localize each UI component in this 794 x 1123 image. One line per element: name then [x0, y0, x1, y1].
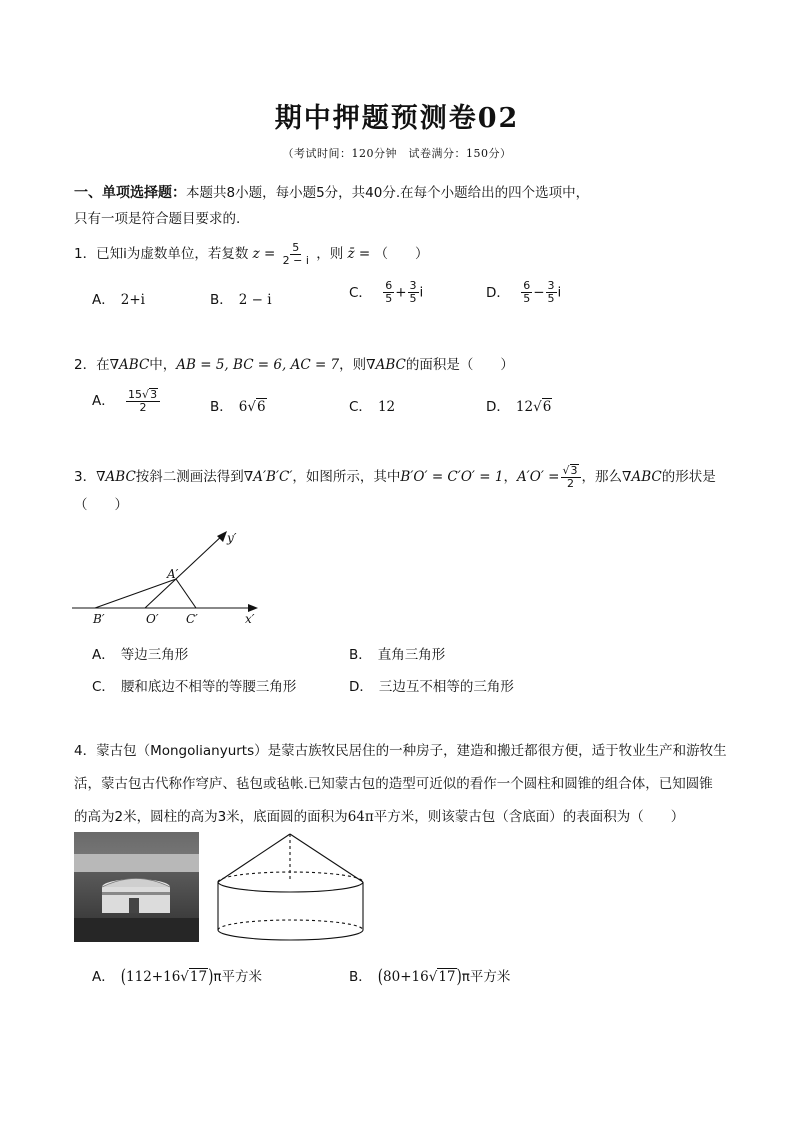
q4-area-value: 64π: [347, 809, 374, 825]
label-y-prime: y′: [227, 531, 237, 545]
option-unit: π平方米: [213, 969, 263, 985]
q1-z-eq: z =: [252, 246, 276, 262]
frac-num-radicand: 3: [150, 388, 158, 401]
section-rules-line1: 本题共8小题，每小题5分，共40分.在每个小题给出的四个选项中，: [186, 185, 590, 201]
q3-fraction: [561, 464, 581, 490]
option-label: A．: [92, 292, 115, 308]
option-value: 等边三角形: [120, 647, 189, 663]
q4-option-a[interactable]: [92, 965, 263, 989]
q4-line-3a: 的高为2米，圆柱的高为3米，底面圆的面积为: [74, 809, 348, 825]
option-radicand: 6: [256, 399, 266, 415]
option-inner: 112+16: [126, 969, 181, 985]
yurt-geometry-diagram: [213, 830, 368, 945]
q2-option-b[interactable]: B． 6√6: [210, 399, 266, 415]
section-instructions: [74, 180, 724, 232]
segment-b-a: [95, 579, 176, 608]
frac-den: 2: [567, 477, 574, 490]
q3-mid2: ，如图所示，其中: [292, 469, 401, 485]
option-value: 12: [377, 399, 396, 415]
question-4: [74, 735, 734, 834]
option-value: 腰和底边不相等的等腰三角形: [120, 679, 297, 695]
option-value: 三边互不相等的三角形: [378, 679, 514, 695]
q3-answer-paren: （ ）: [74, 497, 128, 513]
option-coef: 6: [238, 399, 248, 415]
exam-info: （考试时间：120分钟 试卷满分：150分）: [282, 147, 512, 160]
q4-line-3b: 平方米，则该蒙古包（含底面）的表面积为（ ）: [373, 809, 685, 825]
option-radicand: 17: [438, 969, 456, 985]
option-frac-a: [383, 280, 394, 305]
q3-option-a[interactable]: [92, 643, 188, 663]
section-heading: 一、单项选择题：: [74, 185, 186, 201]
label-c-prime: C′: [186, 612, 198, 626]
q3-triangle-prime: ∇A′B′C′: [243, 469, 293, 485]
frac-num: 3: [409, 279, 417, 292]
q1-option-b[interactable]: [210, 288, 272, 308]
option-value: 2+i: [120, 292, 145, 308]
top-ellipse-front: [218, 882, 363, 892]
frac-den: 5: [409, 292, 417, 305]
option-radicand: 17: [189, 969, 208, 985]
q3-mid4: ，那么: [581, 469, 623, 485]
q3-triangle: ∇ABC: [96, 469, 136, 485]
section-rules-line2: 只有一项是符合题目要求的.: [74, 211, 241, 227]
q1-zbar-eq: z̄ =: [347, 246, 371, 262]
label-x-prime: x′: [245, 612, 255, 626]
q3-suffix: 的形状是: [661, 469, 716, 485]
oblique-axes-figure: [60, 528, 280, 633]
q2-mid: 中，: [149, 357, 177, 373]
frac-num-coef: 15: [128, 388, 143, 401]
y-axis: [145, 533, 225, 608]
q2-condition: AB = 5, BC = 6, AC = 7: [176, 357, 340, 373]
yurt-photo: [74, 832, 199, 942]
option-frac: [126, 388, 160, 414]
frac-num: 6: [523, 279, 531, 292]
segment-a-c: [176, 579, 196, 608]
q3-mid3: ，: [503, 469, 517, 485]
q4-line-2: 活，蒙古包古代称作穹庐、毡包或毡帐.已知蒙古包的造型可近似的看作一个圆柱和圆锥的组合体，已知圆锥: [74, 776, 713, 792]
frac-num-radicand: 3: [570, 464, 578, 477]
option-sign: +: [395, 284, 407, 301]
frac-den: 5: [523, 292, 531, 305]
option-label: B．: [349, 969, 372, 985]
label-a-prime: A′: [167, 567, 179, 581]
q2-option-a[interactable]: [92, 388, 161, 414]
option-expression: (112+16√17): [120, 965, 214, 989]
option-sign: −: [533, 284, 545, 301]
q2-suffix: 的面积是（ ）: [405, 357, 514, 373]
q2-triangle: ∇ABC: [109, 357, 150, 373]
q1-frac-num: 5: [292, 240, 300, 254]
option-frac-b: [546, 280, 557, 305]
option-radicand: 6: [542, 399, 552, 415]
option-label: C．: [92, 679, 115, 695]
frac-den: 5: [547, 292, 555, 305]
question-1: [74, 240, 734, 268]
label-o-prime: O′: [146, 612, 159, 626]
option-unit: i: [419, 284, 424, 301]
cone-left-edge: [218, 834, 290, 882]
option-label: A．: [92, 969, 115, 985]
option-label: A．: [92, 647, 115, 663]
frac-num: 15√3: [126, 388, 160, 402]
option-unit: i: [557, 284, 562, 301]
q2-option-d[interactable]: D． 12√6: [486, 399, 552, 415]
q3-option-b[interactable]: [349, 643, 445, 663]
bottom-ellipse-back: [218, 920, 363, 930]
q1-fraction: [281, 242, 311, 267]
q2-triangle-2: ∇ABC: [366, 357, 406, 373]
q4-option-b[interactable]: [349, 965, 511, 989]
frac-den: 2: [139, 401, 147, 414]
option-label: D．: [486, 399, 510, 415]
x-axis-arrow-icon: [248, 604, 258, 612]
q2-mid2: ，则: [339, 357, 367, 373]
label-b-prime: B′: [93, 612, 105, 626]
option-value: 2 − i: [238, 292, 272, 308]
q3-option-c[interactable]: [92, 675, 296, 695]
page-title: 期中押题预测卷02: [274, 103, 520, 134]
q3-triangle-2: ∇ABC: [622, 469, 662, 485]
option-unit: π平方米: [461, 969, 511, 985]
q3-condition-1: B′O′ = C′O′ = 1: [400, 469, 504, 485]
frac-num: 3: [547, 279, 555, 292]
q1-mid: ，则: [316, 246, 344, 262]
option-value: 直角三角形: [377, 647, 446, 663]
option-label: B．: [210, 399, 233, 415]
q2-prefix: 2．在: [74, 357, 110, 373]
q3-prefix: 3．: [74, 469, 97, 485]
y-axis-arrow-icon: [217, 531, 227, 542]
q2-option-c[interactable]: [349, 395, 395, 415]
frac-den: 5: [385, 292, 393, 305]
q4-line-1: 4．蒙古包（Mongolianyurts）是蒙古族牧民居住的一种房子，建造和搬迁都很方便，适于牧业生产和游牧生: [74, 743, 727, 759]
option-frac-b: [408, 280, 419, 305]
q1-option-a[interactable]: [92, 288, 145, 308]
question-2: [74, 351, 734, 379]
option-label: D．: [349, 679, 373, 695]
q1-option-d[interactable]: [486, 280, 561, 305]
option-expression: (80+16√17): [377, 965, 462, 989]
option-label: B．: [349, 647, 372, 663]
q1-suffix: （ ）: [374, 246, 429, 262]
frac-num: 6: [385, 279, 393, 292]
option-label: C．: [349, 399, 372, 415]
q3-mid: 按斜二测画法得到: [135, 469, 244, 485]
option-label: D．: [486, 284, 510, 301]
cone-right-edge: [290, 834, 363, 882]
question-3: [74, 463, 734, 519]
q1-prefix: 1．已知i为虚数单位，若复数: [74, 246, 249, 262]
bottom-ellipse-front: [218, 930, 363, 940]
option-label: A．: [92, 393, 115, 409]
q3-condition-2-lhs: A′O′ =: [516, 469, 560, 485]
q3-option-d[interactable]: [349, 675, 514, 695]
option-frac-a: [521, 280, 532, 305]
q1-frac-den: 2 − i: [282, 253, 309, 267]
option-label: C．: [349, 284, 372, 301]
option-label: B．: [210, 292, 233, 308]
option-coef: 12: [515, 399, 534, 415]
frac-num: √3: [561, 464, 581, 478]
option-inner: 80+16: [383, 969, 429, 985]
q1-option-c[interactable]: [349, 280, 423, 305]
